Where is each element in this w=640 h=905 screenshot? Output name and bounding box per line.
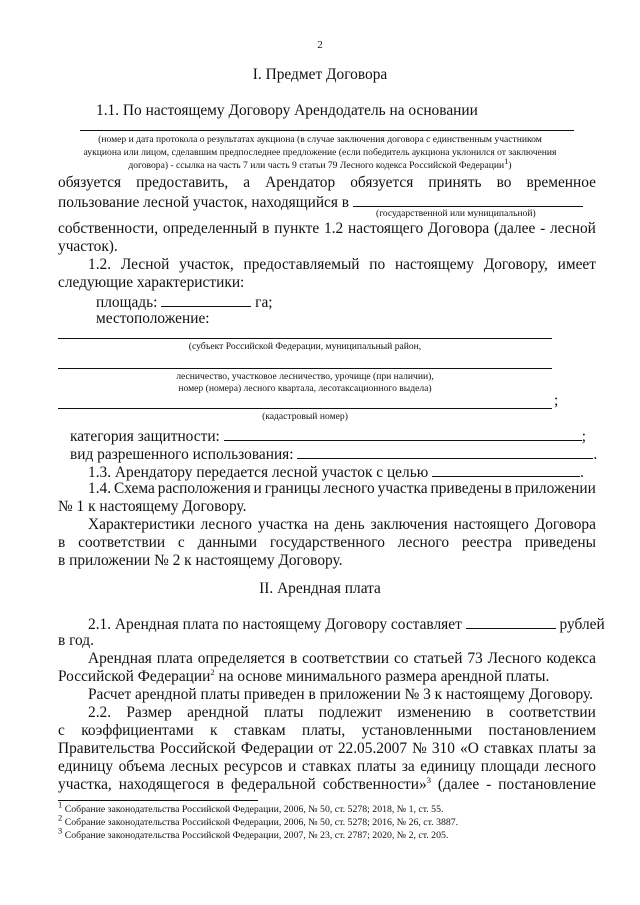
- cadastral-semicolon: ;: [554, 392, 559, 409]
- note-auction-line2: аукциона или лицом, сделавшим предпоследнее предложение (если победитель аукциона уклонился от заключения: [83, 147, 557, 158]
- permitted-use-field[interactable]: [297, 444, 593, 459]
- note-cadastral: (кадастровый номер): [262, 411, 348, 422]
- line-characteristics: следующие характеристики:: [58, 274, 245, 291]
- section-heading-1: I. Предмет Договора: [252, 66, 388, 83]
- protection-row: категория защитности: ;: [70, 428, 586, 445]
- note-forestry-line2: номер (номера) лесного квартала, лесотаксационного выдела): [178, 383, 432, 394]
- line-property: собственности, определенный в пункте 1.2 настоящего Договора (далее - лесной: [58, 220, 596, 237]
- area-row: площадь: га;: [96, 294, 273, 311]
- note-auction-line1: (номер и дата протокола о результатах аукциона (в случае заключения договора с единственным участником: [98, 134, 542, 145]
- clause-2-1-line2: в год.: [58, 632, 94, 649]
- clause-2-2-line4: единицу объема лесных ресурсов и ставках платы за единицу площади лесного: [58, 758, 596, 775]
- clause-1-4: 1.4. Схема расположения и границы лесного участка приведены в приложении: [88, 480, 596, 497]
- clause-2-2-line3: Правительства Российской Федерации от 22.05.2007 № 310 «О ставках платы за: [58, 740, 596, 757]
- rent-definition-line2: Российской Федерации$^2$ на основе минимального размера арендной платы.: [58, 666, 550, 685]
- line-use: пользование лесной участок, находящийся в: [58, 192, 583, 212]
- characteristics-line2: в соответствии с данными государственного лесного реестра приведены: [58, 534, 596, 551]
- clause-1-4-line2: № 1 к настоящему Договору.: [58, 498, 247, 515]
- note-forestry-line1: лесничество, участковое лесничество, урочище (при наличии),: [176, 371, 434, 382]
- note-ownership: (государственной или муниципальной): [376, 208, 536, 219]
- clause-1-3: 1.3. Арендатору передается лесной участок с целью .: [88, 464, 584, 481]
- rent-calculation: Расчет арендной платы приведен в приложении № 3 к настоящему Договору.: [88, 686, 594, 703]
- footnote-2: $^2$ Собрание законодательства Российской Федерации, 2006, № 50, ст. 5278; 2016, № 26, ст. 3887.: [58, 812, 459, 828]
- note-auction-line3: договора) - ссылка на часть 7 или часть 9 статьи 79 Лесного кодекса Российской Федерации$^1$): [128, 155, 512, 171]
- protection-field[interactable]: [224, 426, 582, 441]
- purpose-field[interactable]: [432, 462, 580, 477]
- page-number: 2: [317, 39, 323, 51]
- footnote-separator: [58, 800, 258, 801]
- clause-1-2: 1.2. Лесной участок, предоставляемый по настоящему Договору, имеет: [88, 256, 596, 273]
- fill-line-forestry[interactable]: [58, 368, 552, 369]
- line-obligates: обязуется предоставить, а Арендатор обязуется принять во временное: [58, 174, 596, 191]
- clause-2-2-line1: 2.2. Размер арендной платы подлежит изменению в соответствии: [88, 704, 596, 721]
- clause-1-1: 1.1. По настоящему Договору Арендодатель на основании: [96, 102, 478, 119]
- ownership-field[interactable]: [353, 192, 583, 207]
- rent-definition-line1: Арендная плата определяется в соответствии со статьей 73 Лесного кодекса: [88, 650, 596, 667]
- clause-2-2-line2: с коэффициентами к ставкам платы, установленными постановлением: [58, 722, 596, 739]
- characteristics-line1: Характеристики лесного участка на день заключения настоящего Договора: [88, 516, 596, 533]
- clause-2-2-line5: участка, находящегося в федеральной собственности»$^3$ (далее - постановление: [58, 774, 596, 793]
- characteristics-line3: в приложении № 2 к настоящему Договору.: [58, 552, 343, 569]
- clause-2-1: 2.1. Арендная плата по настоящему Договору составляет рублей: [88, 616, 605, 633]
- fill-line-cadastral[interactable]: [58, 408, 552, 409]
- section-heading-2: II. Арендная плата: [259, 580, 381, 597]
- footnote-3: $^3$ Собрание законодательства Российской Федерации, 2007, № 23, ст. 2787; 2020, № 2, ст. 205.: [58, 825, 449, 841]
- rent-amount-field[interactable]: [466, 614, 556, 629]
- area-field[interactable]: [161, 292, 251, 307]
- permitted-use-row: вид разрешенного использования: .: [70, 446, 598, 463]
- line-plot: участок).: [58, 238, 118, 255]
- fill-line-subject[interactable]: [58, 338, 552, 339]
- fill-line-protocol: [80, 130, 574, 131]
- location-label: местоположение:: [96, 310, 210, 327]
- note-subject: (субъект Российской Федерации, муниципальный район,: [188, 341, 422, 352]
- footnote-1: $^1$ Собрание законодательства Российской Федерации, 2006, № 50, ст. 5278; 2018, № 1, ст. 55.: [58, 799, 444, 815]
